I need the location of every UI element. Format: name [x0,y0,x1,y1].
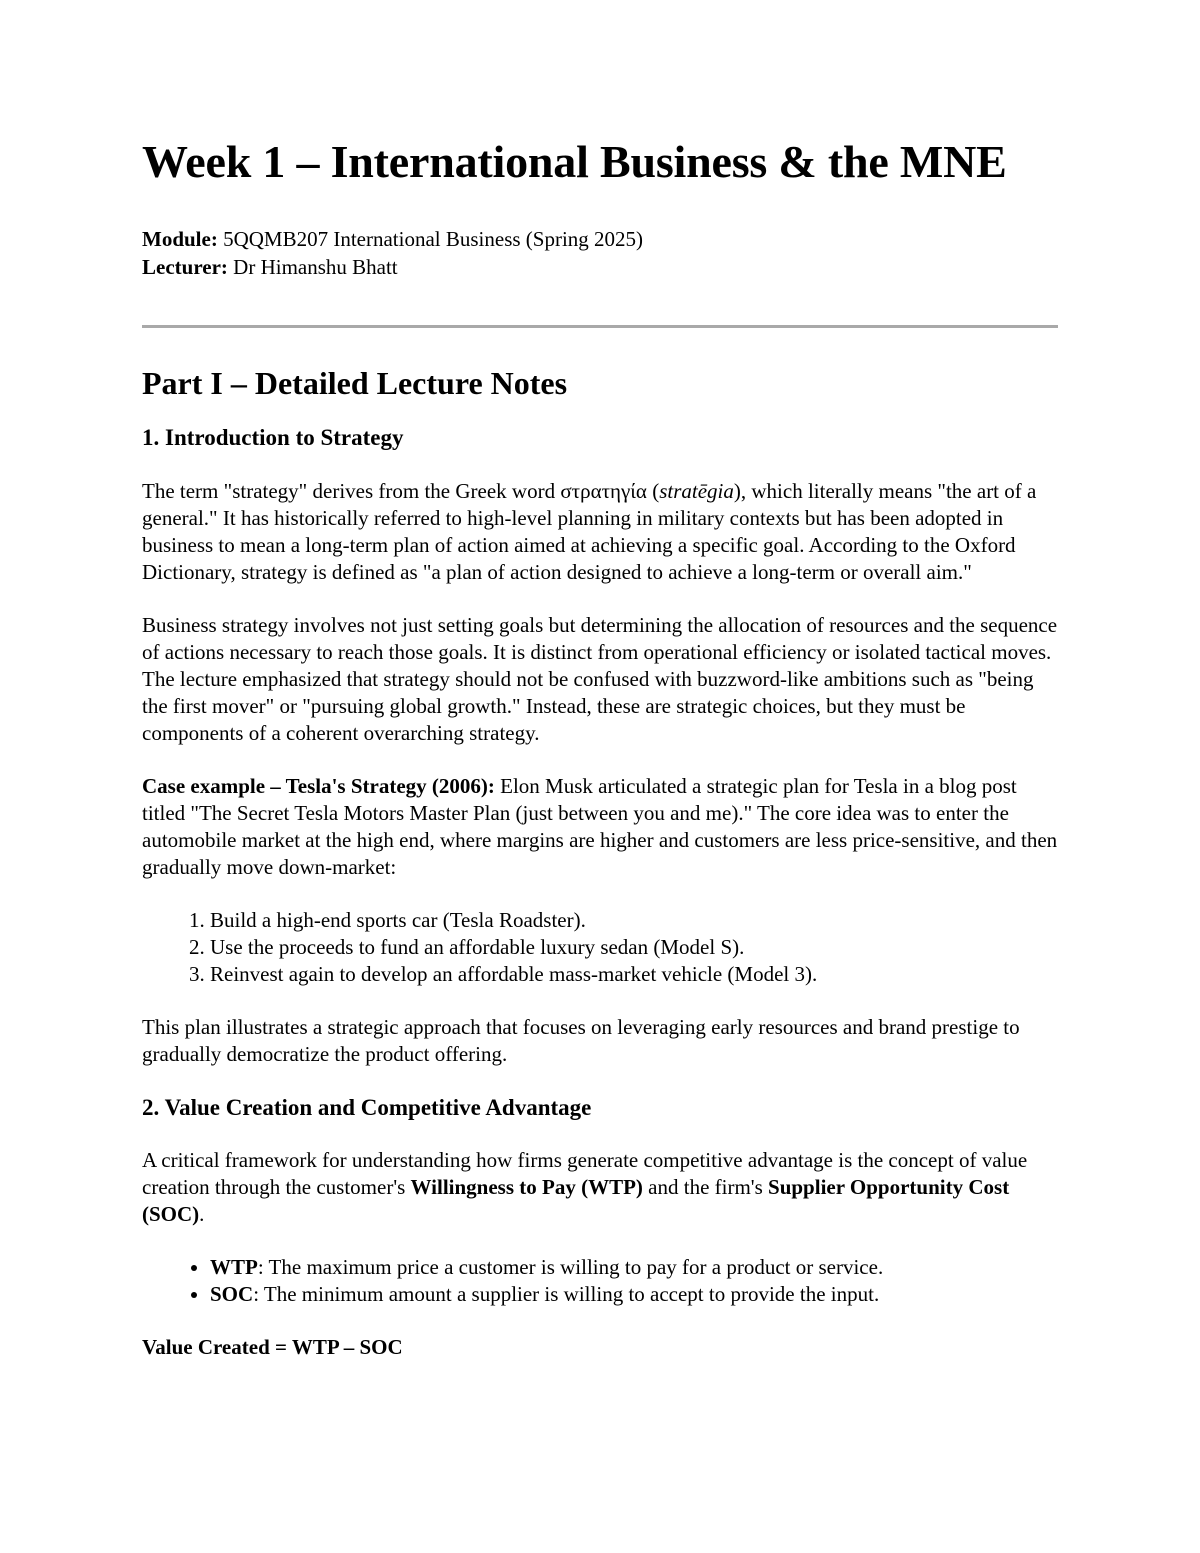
list-item: 2. Use the proceeds to fund an affordable luxury sedan (Model S). [210,934,1058,961]
para-text: and the firm's [642,1175,769,1200]
module-value: 5QQMB207 International Business (Spring 2025) [217,226,644,251]
para-text: . [199,1202,205,1227]
para-text: ), which literally means "the art of a general." It has historically referred to high-level planning in military contexts but has been adopted in business to mean a long-term plan of action aimed at achieving a specific goal. According to the Oxford Dictionary, strategy is defined as "a plan of action designed to achieve a long-term or overall aim." [142,478,1037,584]
value-formula: Value Created = WTP – SOC [142,1335,403,1360]
list-item: 3. Reinvest again to develop an affordable mass-market vehicle (Model 3). [210,961,1058,988]
list-item: 1. Build a high-end sports car (Tesla Roadster). [210,907,1058,934]
para-text: The term "strategy" derives from the Greek word [142,478,561,503]
lecturer-line [142,253,1058,281]
definitions-list [142,1254,1058,1308]
para-text: ( [646,478,660,503]
definition-term: WTP [210,1255,258,1280]
definition-text: : The maximum price a customer is willing to pay for a product or service. [257,1255,884,1280]
document-title: Week 1 – International Business & the MNE [142,136,1007,187]
lecturer-label: Lecturer: [142,254,228,279]
case-example-label: Case example – Tesla's Strategy (2006): [142,773,495,798]
para-text: A critical framework for understanding how firms generate competitive advantage is the concept of value creation through the customer's [142,1148,1028,1200]
section-1-heading: 1. Introduction to Strategy [142,425,404,451]
case-example-paragraph [142,773,1058,881]
section-1-paragraph-2: Business strategy involves not just setting goals but determining the allocation of resources and the sequence of actions necessary to reach those goals. It is distinct from operational efficiency or isolated tactical moves. The lecture emphasized that strategy should not be confused with buzzword-like ambitions such as "being the first mover" or "pursuing global growth." Instead, these are strategic choices, but they must be components of a coherent overarching strategy. [142,612,1058,745]
section-1-paragraph-1 [142,478,1058,586]
section-1-paragraph-3: This plan illustrates a strategic approach that focuses on leveraging early resources and brand prestige to gradually democratize the product offering. [142,1014,1020,1066]
section-2-heading: 2. Value Creation and Competitive Advantage [142,1094,592,1120]
list-item [210,1254,1058,1281]
definition-term: SOC [210,1282,254,1307]
part-heading: Part I – Detailed Lecture Notes [142,364,568,401]
case-example-text: Elon Musk articulated a strategic plan for Tesla in a blog post titled "The Secret Tesla Motors Master Plan (just between you and me)." The core idea was to enter the automobile market at the high end, where margins are higher and customers are less price-sensitive, and then gradually move down-market: [142,773,1058,879]
definition-text: : The minimum amount a supplier is willing to accept to provide the input. [253,1282,880,1307]
lecturer-value: Dr Himanshu Bhatt [227,254,398,279]
soc-term: Supplier Opportunity Cost (SOC) [142,1175,1010,1227]
section-2-paragraph-1 [142,1147,1058,1228]
transliteration: stratēgia [659,478,734,503]
module-line [142,225,1058,253]
list-item [210,1281,1058,1308]
tesla-steps-list [142,907,1058,988]
greek-term: στρατηγία [560,478,647,503]
wtp-term: Willingness to Pay (WTP) [410,1175,643,1200]
module-label: Module: [142,226,218,251]
horizontal-divider [142,325,1058,328]
